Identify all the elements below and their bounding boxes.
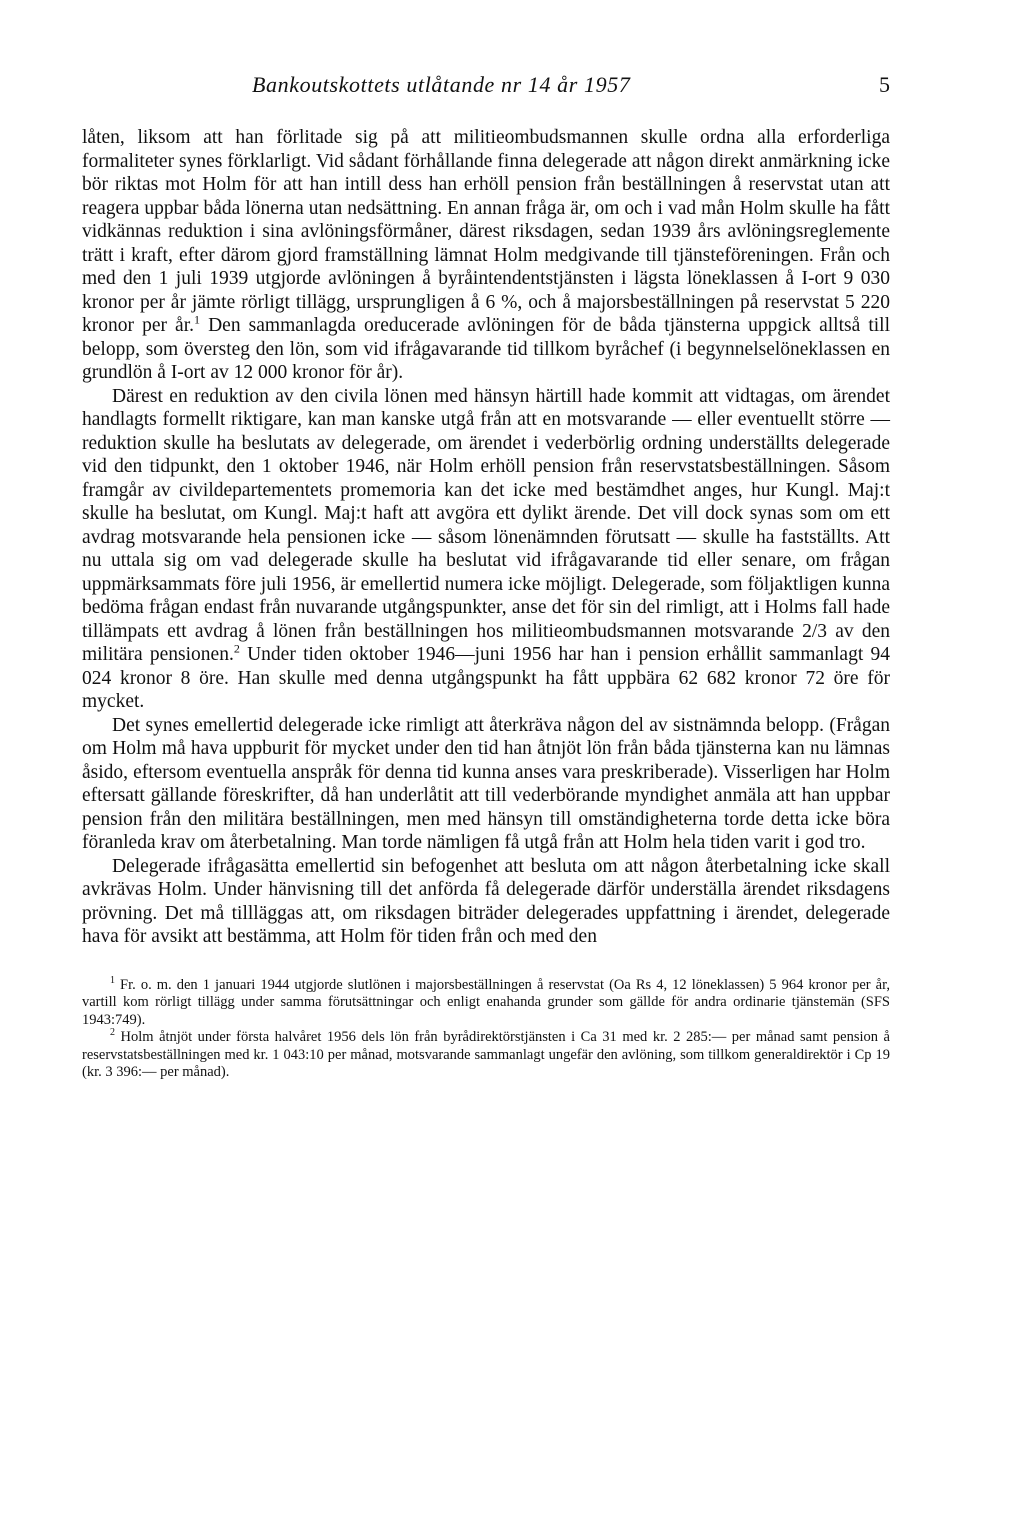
- footnote-mark: 2: [110, 1027, 115, 1039]
- paragraph: [82, 126, 890, 385]
- paragraph-text: Den sammanlagda oreducerade avlöningen för de båda tjänsterna uppgick alltså till belopp, som översteg den lön, som vid ifrågavarande tid tillkom byråchef (i begynnelselöneklassen en grundlön å I-ort av 12 000 kronor för år).: [82, 315, 890, 383]
- footnote-text: Fr. o. m. den 1 januari 1944 utgjorde slutlönen i majorsbeställningen å reservstat (Oa Rs 4, 12 löneklassen) 5 964 kronor per år, vartill kom rörligt tillägg under samma förutsättningar och enligt enahanda grunder som gällde för andra ordinarie tjänstemän (SFS 1943:749).: [82, 976, 890, 1028]
- footnote-reference: 2: [233, 641, 240, 656]
- footnote: [82, 1029, 890, 1082]
- paragraph: [82, 385, 890, 714]
- footnote-text: Holm åtnjöt under första halvåret 1956 dels lön från byrådirektörstjänsten i Ca 31 med kr. 2 285:— per månad samt pension å reservstatsbeställningen med kr. 1 043:10 per månad, motsvarande sammanlagt ungefär den avlöning, som tillkom generaldirektör i Cp 19 (kr. 3 396:— per månad).: [82, 1029, 890, 1080]
- body-text: [82, 126, 890, 949]
- page-header: [82, 72, 890, 106]
- paragraph: [82, 855, 890, 949]
- paragraph-text: Det synes emellertid delegerade icke rimligt att återkräva någon del av sistnämnda belopp. (Frågan om Holm må hava uppburit för mycket under den tid han åtnjöt lön från båda tjänsterna kan nu lämnas åsido, eftersom eventuella anspråk för denna tid kunna anses vara preskriberade). Visserligen har Holm eftersatt gällande föreskrifter, då han underlåtit att till vederbörande myndighet anmäla att han uppbar pension från den militära beställningen, men med hänsyn till omständigheterna torde detta icke böra föranleda krav om återbetalning. Man torde nämligen få utgå från att Holm hela tiden varit i god tro.: [82, 714, 890, 853]
- running-title: Bankoutskottets utlåtande nr 14 år 1957: [252, 72, 631, 97]
- footnote: [82, 974, 890, 1030]
- document-page: [82, 72, 890, 1082]
- footnote-reference: 1: [194, 312, 201, 327]
- footnotes: [82, 974, 890, 1082]
- footnote-mark: 1: [110, 974, 115, 986]
- paragraph: [82, 714, 890, 855]
- paragraph-text: Delegerade ifrågasätta emellertid sin befogenhet att besluta om att någon återbetalning icke skall avkrävas Holm. Under hänvisning till det anförda få delegerade därför underställa ärendet riksdagens prövning. Det må tillläggas att, om riksdagen biträder delegerades uppfattning i ärendet, delegerade hava för avsikt att bestämma, att Holm för tiden från och med den: [82, 855, 890, 947]
- paragraph-text: Under tiden oktober 1946—juni 1956 har han i pension erhållit sammanlagt 94 024 kronor 8 öre. Han skulle med denna utgångspunkt ha fått uppbära 62 682 kronor 72 öre för mycket.: [82, 644, 890, 712]
- paragraph-text: Därest en reduktion av den civila lönen med hänsyn härtill hade kommit att vidtagas, om ärendet handlagts formellt riktigare, kan man kanske utgå från att en motsvarande — eller eventuellt större — reduktion skulle ha beslutats av delegerade, om ärendet i vederbörlig ordning underställts delegerade vid den tidpunkt, den 1 oktober 1946, när Holm erhöll pension från reservstatsbeställningen. Såsom framgår av civildepartementets promemoria kan det icke med bestämdhet anges, hur Kungl. Maj:t skulle ha beslutat, om Kungl. Maj:t haft att avgöra ett dylikt ärende. Det vill dock synas som om ett avdrag motsvarande hela pensionen icke — såsom lönenämnden förutsatt — skulle ha fastställts. Att nu uttala sig om vad delegerade skulle ha beslutat vid ifrågavarande tid eller senare, om frågan uppmärksammats före juli 1956, är emellertid numera icke möjligt. Delegerade, som följaktligen kunna bedöma frågan endast från nuvarande utgångspunkter, anse det för sin del rimligt, att i Holms fall hade tillämpats ett avdrag å lönen från beställningen hos militieombudsmannen motsvarande 2/3 av den militära pensionen.: [82, 385, 890, 665]
- page-number: 5: [879, 72, 890, 97]
- paragraph-text: låten, liksom att han förlitade sig på att militieombudsmannen skulle ordna alla erforderliga formaliteter synes förklarligt. Vid sådant förhållande finna delegerade att någon direkt anmärkning icke bör riktas mot Holm för att han intill dess han erhöll pension från beställningen å reservstat utan att reagera uppbar båda lönerna utan nedsättning. En annan fråga är, om och i vad mån Holm skulle ha fått vidkännas reduktion i sina avlöningsförmåner, därest riksdagen, sedan 1939 års avlöningsreglemente trätt i kraft, efter därom gjord framställning lämnat Holm medgivande till tjänsteföreningen. Från och med den 1 juli 1939 utgjorde avlöningen å byråintendentstjänsten i lägsta löneklassen å I-ort 9 030 kronor per år jämte rörligt tillägg, ursprungligen å 6 %, och å majorsbeställningen på reservstat 5 220 kronor per år.: [82, 127, 890, 336]
